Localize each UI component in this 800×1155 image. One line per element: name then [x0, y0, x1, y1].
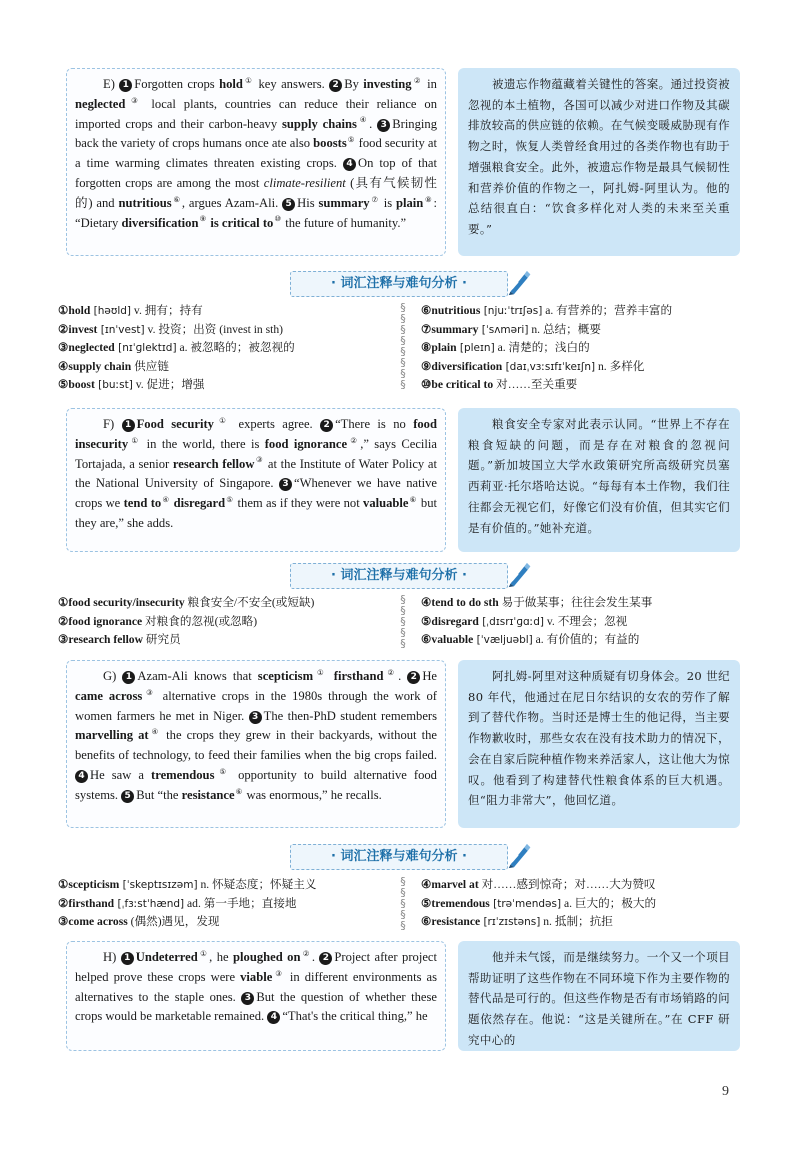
vocab-word: ⑦summary — [421, 322, 479, 336]
vocab-definition: n. 总结；概要 — [528, 322, 601, 336]
vocab-word: ④tend to do sth — [421, 596, 499, 609]
vocab-word: ③come across — [58, 915, 128, 929]
vocab-definition: n. 多样化 — [595, 359, 645, 373]
vocab-entry — [58, 358, 388, 377]
vocab-word: ④supply chain — [58, 359, 132, 373]
translation-f — [458, 408, 740, 552]
banner-label: · 词汇注释与难句分析 · — [331, 568, 467, 583]
vocab-right-column — [421, 594, 751, 650]
translation-e — [458, 68, 740, 256]
vocab-entry — [58, 631, 388, 650]
divider-chain: § § § § § — [400, 875, 406, 932]
passage-h: H) 1 Undeterred①, he ploughed on②. 2 Project after project helped prove these crops were viable③ in different environments as alternatives to the staple ones. 3 But the question of whether these crops would be marketable remained. 4 “That's the critical thing,” he — [66, 941, 446, 1051]
banner-label: · 词汇注释与难句分析 · — [331, 276, 467, 291]
vocab-entry — [58, 876, 388, 895]
vocab-entry — [58, 895, 388, 914]
vocab-list-f — [58, 594, 748, 652]
vocab-entry — [421, 358, 751, 377]
vocab-word: ①food security/insecurity — [58, 596, 185, 609]
vocab-word: ③neglected — [58, 341, 115, 355]
vocab-definition: v. 不理会；忽视 — [543, 614, 628, 628]
vocab-list-g — [58, 876, 748, 934]
vocab-word: ⑤disregard — [421, 614, 479, 628]
vocab-list-e — [58, 302, 748, 397]
translation-h — [458, 941, 740, 1051]
vocab-phonetic: [ˌdɪsrɪˈɡɑːd] — [478, 615, 544, 628]
translation-h-text: 他并未气馁，而是继续努力。一个又一个项目帮助证明了这些作物在不同环境下作为主要作物的替代品是可行的。但这些作物是否有市场销路的问题依然存在。他说：“这是关键所在。”在 CFF 研究中心的 — [468, 950, 730, 1047]
vocab-definition: a. 巨大的；极大的 — [561, 896, 657, 910]
vocab-word: ⑥valuable — [421, 633, 474, 647]
vocab-entry — [421, 613, 751, 632]
vocab-word: ⑤tremendous — [421, 896, 490, 910]
vocab-entry — [58, 302, 388, 321]
vocab-phonetic: [ɪnˈvest] — [97, 323, 145, 336]
vocab-word: ②food ignorance — [58, 614, 143, 628]
vocab-phonetic: [ˌfɜːstˈhænd] — [114, 897, 185, 910]
translation-e-text: 被遗忘作物蕴藏着关键性的答案。通过投资被忽视的本土植物，各国可以减少对进口作物及其碳排放较高的供应链的依赖。在气候变暖威胁现有作物之时，恢复人类曾经食用过的各类作物也有助于增强粮食安全。此外，被遗忘作物是最具气候韧性和营养价值的作物之一，阿扎姆-阿里认为。他的总结很直白：“饮食多样化对人类的未来至关重要。” — [468, 77, 730, 236]
vocab-definition: v. 拥有；持有 — [131, 304, 203, 317]
vocab-definition: 对粮食的忽视(或忽略) — [142, 614, 258, 628]
vocab-right-column — [421, 876, 751, 932]
vocab-entry — [421, 302, 751, 321]
vocab-definition: 易于做某事；往往会发生某事 — [498, 596, 653, 609]
vocab-entry — [58, 339, 388, 358]
vocab-banner-f — [290, 563, 508, 589]
vocab-word: ②firsthand — [58, 896, 115, 910]
vocab-definition: v. 促进；增强 — [132, 378, 205, 392]
translation-f-text: 粮食安全专家对此表示认同。“世界上不存在粮食短缺的问题，而是存在对粮食的忽视问题。”新加坡国立大学水政策研究所高级研究员塞西莉亚·托尔塔哈达说。“每每有本土作物，我们往往都会无视它们，好像它们没有价值，但其实它们是有价值的。”她补充道。 — [468, 417, 730, 535]
vocab-entry — [58, 594, 388, 613]
vocab-definition: ad. 第一手地；直接地 — [184, 896, 297, 910]
vocab-phonetic: [rɪˈzɪstəns] — [480, 916, 541, 929]
vocab-definition: n. 抵制；抗拒 — [540, 915, 613, 929]
vocab-entry — [421, 913, 751, 932]
vocab-entry — [421, 321, 751, 340]
vocab-entry — [421, 895, 751, 914]
vocab-entry — [421, 376, 751, 395]
vocab-definition: a. 有营养的；营养丰富的 — [542, 304, 673, 317]
vocab-left-column — [58, 594, 388, 650]
vocab-word: ②invest — [58, 322, 98, 336]
vocab-banner-e — [290, 271, 508, 297]
passage-e: E) 1 Forgotten crops hold① key answers. 2 By investing② in neglected③ local plants, countries can reduce their reliance on imported crops and their carbon-heavy supply chains④. 3 Bringing back the variety of crops humans once ate also boosts⑤ food security at a time warming climates threaten existing crops. 4 On top of that forgotten crops are among the most climate-resilient (具有气候韧性的) and nutritious⑥, argues Azam-Ali. 5 His summary⑦ is plain⑧: “Dietary diversification⑨ is critical to⑩ the future of humanity.” — [66, 68, 446, 256]
vocab-entry — [421, 876, 751, 895]
vocab-definition: v. 投资；出资 (invest in sth) — [144, 322, 284, 336]
pen-icon — [507, 268, 533, 298]
vocab-entry — [58, 613, 388, 632]
vocab-word: ④marvel at — [421, 878, 479, 891]
passage-g: G) 1 Azam-Ali knows that scepticism① firsthand②. 2 He came across③ alternative crops in the 1980s through the work of women farmers he met in Niger. 3 The then-PhD student remembers marvelling at④ the crops they grew in their backyards, without the benefits of technology, to feed their families when the big crops failed. 4 He saw a tremendous⑤ opportunity to build alternative food systems. 5 But “the resistance⑥ was enormous,” he recalls. — [66, 660, 446, 828]
vocab-phonetic: [ˈsʌməri] — [478, 323, 529, 336]
vocab-word: ⑩be critical to — [421, 378, 494, 392]
vocab-word: ⑥nutritious — [421, 304, 481, 317]
vocab-entry — [421, 631, 751, 650]
pen-icon — [507, 841, 533, 871]
page-number: 9 — [722, 1084, 729, 1099]
vocab-phonetic: [pleɪn] — [456, 342, 495, 355]
vocab-definition: 供应链 — [131, 359, 169, 373]
vocab-definition: 研究员 — [142, 633, 181, 647]
pen-icon — [507, 560, 533, 590]
vocab-left-column — [58, 302, 388, 395]
vocab-phonetic: [ˈvæljuəbl] — [473, 634, 533, 647]
translation-g — [458, 660, 740, 828]
banner-label: · 词汇注释与难句分析 · — [331, 849, 467, 864]
divider-chain: § § § § § § § § — [400, 301, 406, 391]
vocab-definition: a. 被忽略的；被忽视的 — [176, 341, 295, 355]
vocab-word: ①hold — [58, 304, 91, 317]
vocab-phonetic: [buːst] — [94, 379, 133, 392]
vocab-word: ⑨diversification — [421, 359, 503, 373]
vocab-right-column — [421, 302, 751, 395]
vocab-banner-g — [290, 844, 508, 870]
vocab-phonetic: [nɪˈɡlektɪd] — [114, 342, 177, 355]
vocab-entry — [58, 376, 388, 395]
translation-g-text: 阿扎姆-阿里对这种质疑有切身体会。20 世纪 80 年代，他通过在尼日尔结识的女农的劳作了解到了替代作物。当时还是博士生的他记得，当主要作物歉收时，那些女农在没有技术助力的情况下，会在自家后院种植作物来养活家人，这让他大为惊叹。他看到了构建替代性粮食体系的巨大机遇。但“阻力非常大”，他回忆道。 — [468, 669, 730, 808]
vocab-definition: (偶然)遇见，发现 — [127, 915, 220, 929]
divider-chain: § § § § § — [400, 593, 406, 650]
vocab-word: ①scepticism — [58, 878, 120, 891]
vocab-phonetic: [njuːˈtrɪʃəs] — [480, 305, 543, 317]
vocab-entry — [58, 913, 388, 932]
vocab-definition: 粮食安全/不安全(或短缺) — [184, 596, 315, 609]
vocab-phonetic: [ˈskeptɪsɪzəm] — [119, 879, 198, 891]
passage-f: F) 1 Food security① experts agree. 2 “There is no food insecurity① in the world, there is food ignorance②,” says Cecilia Tortajada, a senior research fellow③ at the Institute of Water Policy at the National University of Singapore. 3 “Whenever we have native crops we tend to④ disregard⑤ them as if they were not valuable⑥ but they are,” she adds. — [66, 408, 446, 552]
vocab-definition: a. 有价值的；有益的 — [532, 633, 640, 647]
vocab-left-column — [58, 876, 388, 932]
vocab-word: ③research fellow — [58, 633, 143, 647]
vocab-definition: n. 怀疑态度；怀疑主义 — [197, 878, 317, 891]
vocab-phonetic: [trəˈmendəs] — [489, 897, 562, 910]
vocab-definition: 对……感到惊奇；对……大为赞叹 — [478, 878, 656, 891]
vocab-entry — [421, 339, 751, 358]
vocab-entry — [421, 594, 751, 613]
vocab-phonetic: [daɪˌvɜːsɪfɪˈkeɪʃn] — [502, 360, 596, 373]
vocab-phonetic: [həʊld] — [90, 305, 132, 317]
vocab-entry — [58, 321, 388, 340]
vocab-word: ⑤boost — [58, 378, 95, 392]
vocab-definition: 对……至关重要 — [493, 378, 578, 392]
vocab-definition: a. 清楚的；浅白的 — [494, 341, 590, 355]
vocab-word: ⑥resistance — [421, 915, 481, 929]
vocab-word: ⑧plain — [421, 341, 457, 355]
